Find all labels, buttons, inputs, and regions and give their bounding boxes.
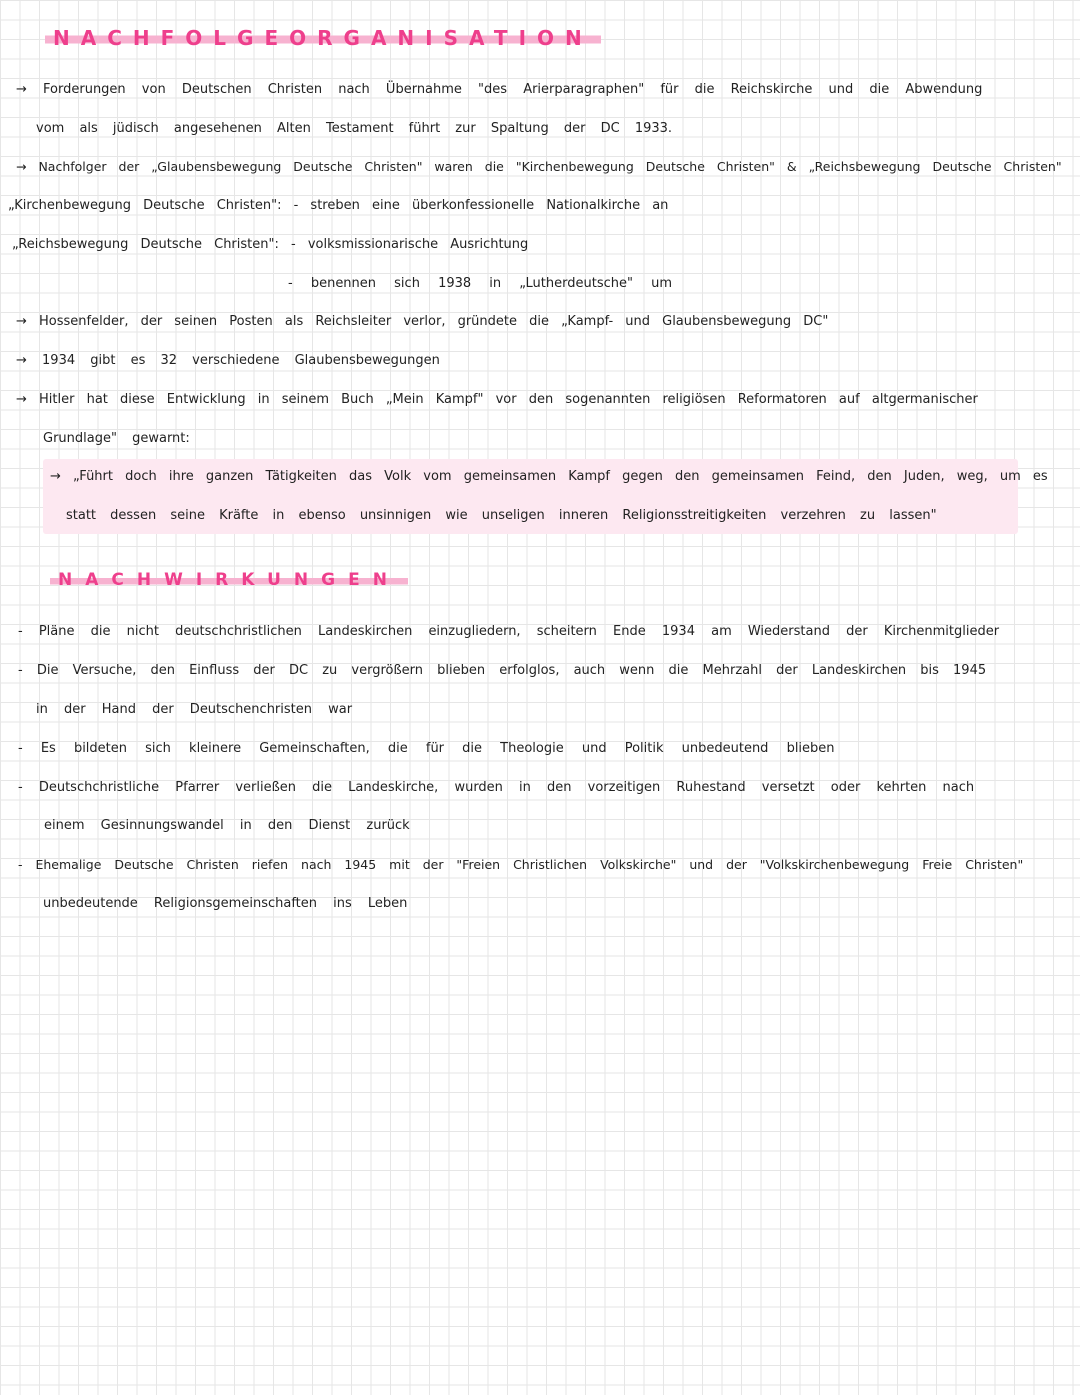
effect-line-2: - Die Versuche, den Einfluss der DC zu vergrößern blieben erfolglos, auch wenn die Mehrzahl der Landeskirchen bis 1945 — [18, 663, 987, 678]
note-line-9: → Hitler hat diese Entwicklung in seinem Buch „Mein Kampf" vor den sogenannten religiösen Reformatoren auf altgermanischer — [16, 392, 978, 407]
note-line-2: vom als jüdisch angesehenen Alten Testament führt zur Spaltung der DC 1933. — [36, 121, 673, 136]
effect-line-8: unbedeutende Religionsgemeinschaften ins Leben — [43, 896, 408, 911]
effect-line-3: in der Hand der Deutschenchristen war — [36, 702, 353, 717]
note-line-5: „Reichsbewegung Deutsche Christen": - volksmissionarische Ausrichtung — [12, 237, 529, 252]
effect-line-6: einem Gesinnungswandel in den Dienst zurück — [44, 818, 410, 833]
effect-line-7: - Ehemalige Deutsche Christen riefen nach 1945 mit der "Freien Christlichen Volkskirche" und der "Volkskirchenbewegung Freie Christen" — [18, 857, 1024, 872]
effect-line-1: - Pläne die nicht deutschchristlichen Landeskirchen einzugliedern, scheitern Ende 1934 am Wiederstand der Kirchenmitglieder — [18, 624, 1000, 639]
note-line-3: → Nachfolger der „Glaubensbewegung Deutsche Christen" waren die "Kirchenbewegung Deutsche Christen" & „Reichsbewegung Deutsche Christen" — [16, 159, 1062, 174]
effect-line-5: - Deutschchristliche Pfarrer verließen die Landeskirche, wurden in den vorzeitigen Ruhestand versetzt oder kehrten nach — [18, 780, 975, 795]
note-line-6: - benennen sich 1938 in „Lutherdeutsche" um — [288, 276, 672, 291]
effect-line-4: - Es bildeten sich kleinere Gemeinschaften, die für die Theologie und Politik unbedeutend blieben — [18, 741, 835, 756]
note-line-4: „Kirchenbewegung Deutsche Christen": - streben eine überkonfessionelle Nationalkirche an — [8, 198, 669, 213]
quote-line-1: → „Führt doch ihre ganzen Tätigkeiten das Volk vom gemeinsamen Kampf gegen den gemeinsamen Feind, den Juden, weg, um es — [50, 469, 1048, 484]
note-line-1: → Forderungen von Deutschen Christen nach Übernahme "des Arierparagraphen" für die Reichskirche und die Abwendung — [16, 82, 983, 97]
quote-line-2: statt dessen seine Kräfte in ebenso unsinnigen wie unseligen inneren Religionsstreitigkeiten verzehren zu lassen" — [66, 508, 937, 523]
heading-nachwirkungen: NACHWIRKUNGEN — [50, 570, 408, 590]
heading-nachfolgeorganisation: NACHFOLGEORGANISATION — [45, 26, 601, 50]
note-line-10: Grundlage" gewarnt: — [43, 431, 190, 446]
note-line-7: → Hossenfelder, der seinen Posten als Reichsleiter verlor, gründete die „Kampf- und Glaubensbewegung DC" — [16, 314, 829, 329]
note-line-8: → 1934 gibt es 32 verschiedene Glaubensbewegungen — [16, 353, 440, 368]
